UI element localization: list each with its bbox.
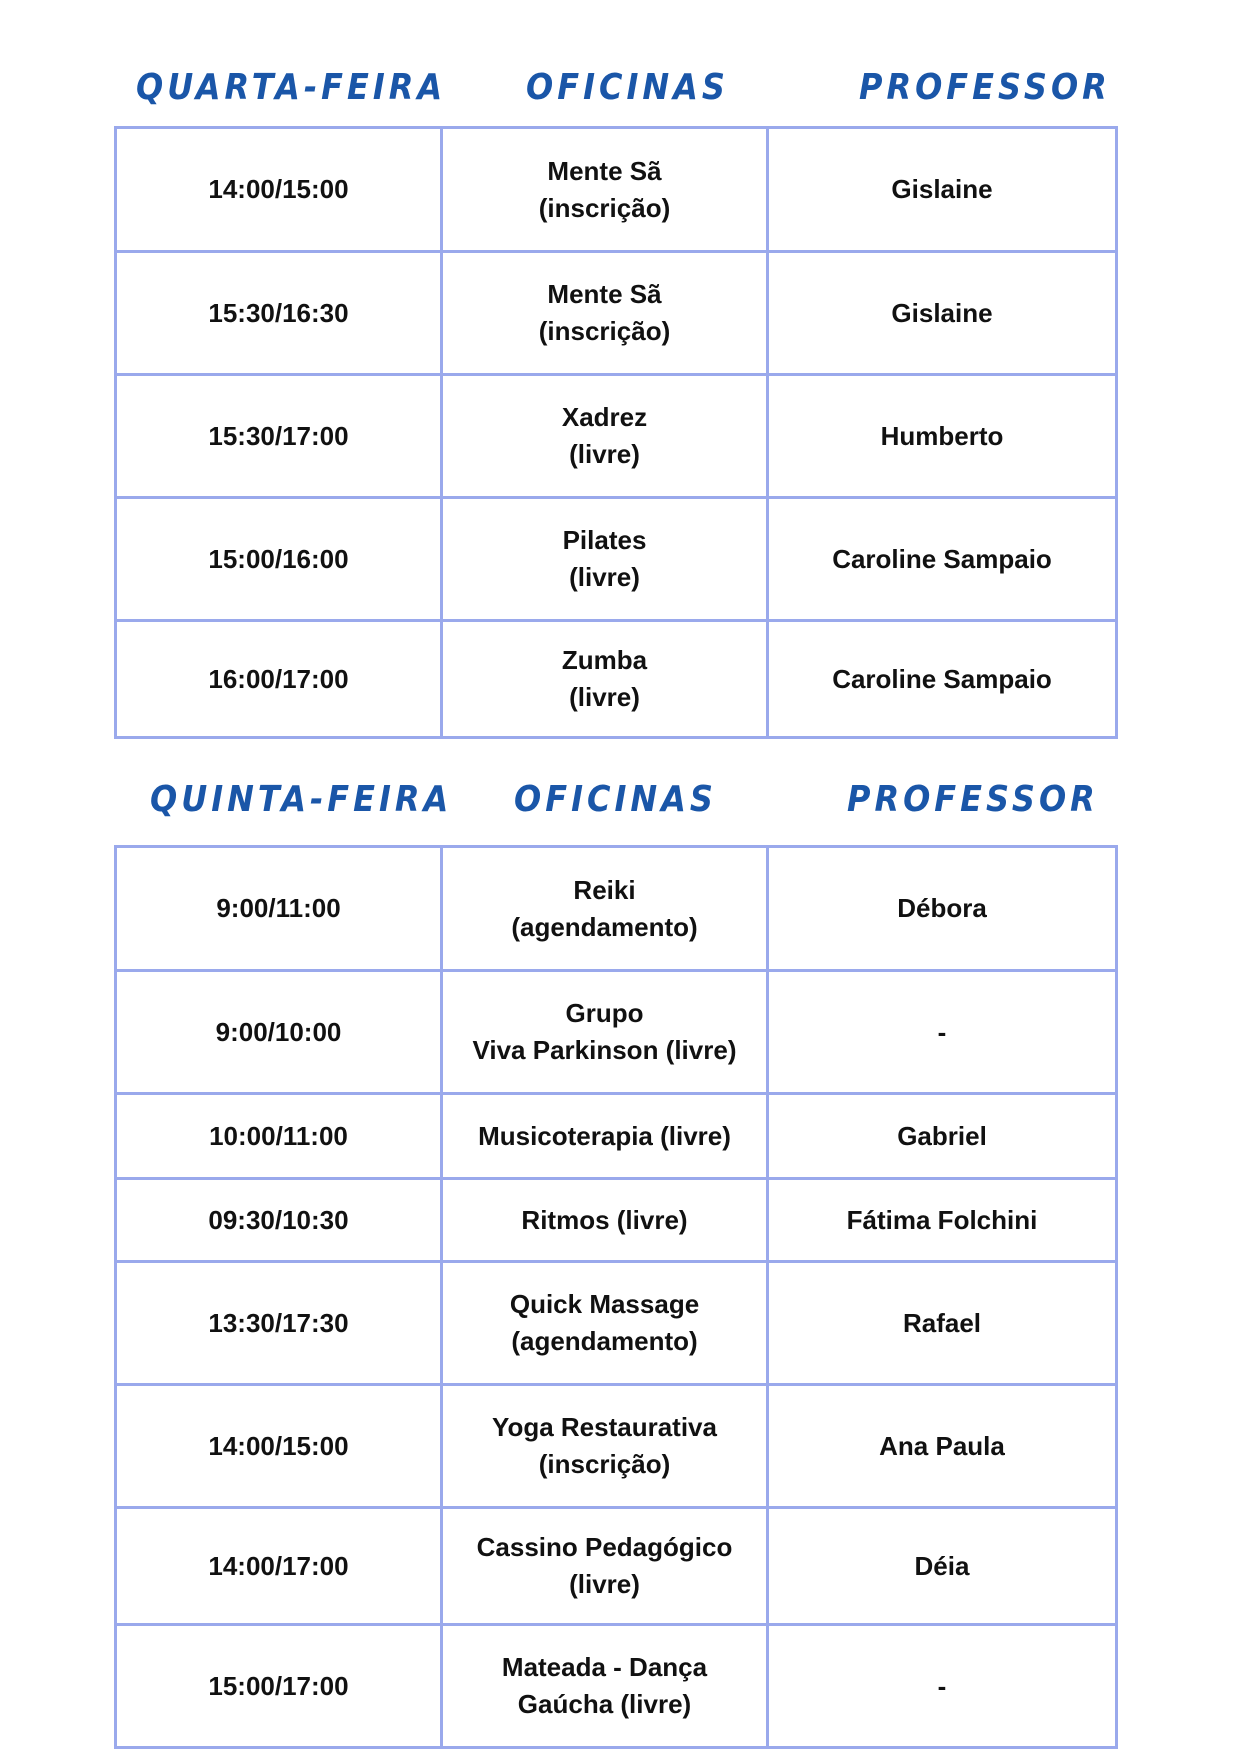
time-cell: 16:00/17:00 bbox=[116, 621, 442, 738]
teacher-cell: Caroline Sampaio bbox=[768, 621, 1117, 738]
wednesday-section bbox=[114, 66, 1115, 712]
table-row bbox=[116, 252, 1117, 375]
time-cell: 9:00/11:00 bbox=[116, 847, 442, 971]
workshop-cell: Zumba (livre) bbox=[442, 621, 768, 738]
thursday-schedule-table bbox=[114, 845, 1118, 1749]
teacher-cell: Caroline Sampaio bbox=[768, 498, 1117, 621]
table-row bbox=[116, 1262, 1117, 1385]
teacher-heading: PROFESSOR bbox=[847, 778, 1099, 820]
time-cell: 14:00/15:00 bbox=[116, 128, 442, 252]
teacher-cell: Ana Paula bbox=[768, 1385, 1117, 1508]
teacher-cell: - bbox=[768, 971, 1117, 1094]
table-row bbox=[116, 847, 1117, 971]
wednesday-header-row bbox=[114, 68, 1115, 128]
workshop-cell: Yoga Restaurativa (inscrição) bbox=[442, 1385, 768, 1508]
time-cell: 09:30/10:30 bbox=[116, 1179, 442, 1262]
day-heading-thursday: QUINTA-FEIRA bbox=[150, 778, 453, 820]
time-cell: 14:00/17:00 bbox=[116, 1508, 442, 1625]
time-cell: 14:00/15:00 bbox=[116, 1385, 442, 1508]
workshop-cell: Mente Sã (inscrição) bbox=[442, 252, 768, 375]
teacher-cell: Débora bbox=[768, 847, 1117, 971]
workshop-cell: Ritmos (livre) bbox=[442, 1179, 768, 1262]
workshop-cell: Mente Sã (inscrição) bbox=[442, 128, 768, 252]
teacher-cell: Gislaine bbox=[768, 128, 1117, 252]
teacher-cell: Gabriel bbox=[768, 1094, 1117, 1179]
teacher-cell: - bbox=[768, 1625, 1117, 1748]
table-row bbox=[116, 1385, 1117, 1508]
time-cell: 15:30/16:30 bbox=[116, 252, 442, 375]
thursday-section bbox=[114, 778, 1115, 1719]
teacher-cell: Humberto bbox=[768, 375, 1117, 498]
workshop-cell: Cassino Pedagógico (livre) bbox=[442, 1508, 768, 1625]
workshop-cell: Pilates (livre) bbox=[442, 498, 768, 621]
table-row bbox=[116, 1179, 1117, 1262]
workshop-cell: Grupo Viva Parkinson (livre) bbox=[442, 971, 768, 1094]
table-row bbox=[116, 1625, 1117, 1748]
workshop-cell: Reiki (agendamento) bbox=[442, 847, 768, 971]
table-row bbox=[116, 375, 1117, 498]
teacher-cell: Rafael bbox=[768, 1262, 1117, 1385]
workshop-cell: Mateada - Dança Gaúcha (livre) bbox=[442, 1625, 768, 1748]
workshop-cell: Xadrez (livre) bbox=[442, 375, 768, 498]
thursday-header-row bbox=[114, 780, 1115, 840]
table-row bbox=[116, 128, 1117, 252]
teacher-cell: Déia bbox=[768, 1508, 1117, 1625]
time-cell: 13:30/17:30 bbox=[116, 1262, 442, 1385]
workshop-cell: Quick Massage (agendamento) bbox=[442, 1262, 768, 1385]
time-cell: 9:00/10:00 bbox=[116, 971, 442, 1094]
time-cell: 15:00/17:00 bbox=[116, 1625, 442, 1748]
time-cell: 10:00/11:00 bbox=[116, 1094, 442, 1179]
time-cell: 15:00/16:00 bbox=[116, 498, 442, 621]
table-row bbox=[116, 971, 1117, 1094]
time-cell: 15:30/17:00 bbox=[116, 375, 442, 498]
teacher-cell: Gislaine bbox=[768, 252, 1117, 375]
day-heading-wednesday: QUARTA-FEIRA bbox=[136, 66, 447, 108]
workshops-heading: OFICINAS bbox=[514, 778, 717, 820]
table-row bbox=[116, 498, 1117, 621]
workshop-cell: Musicoterapia (livre) bbox=[442, 1094, 768, 1179]
teacher-heading: PROFESSOR bbox=[859, 66, 1111, 108]
table-row bbox=[116, 1508, 1117, 1625]
workshops-heading: OFICINAS bbox=[526, 66, 729, 108]
table-row bbox=[116, 1094, 1117, 1179]
table-row bbox=[116, 621, 1117, 738]
wednesday-schedule-table bbox=[114, 126, 1118, 739]
teacher-cell: Fátima Folchini bbox=[768, 1179, 1117, 1262]
